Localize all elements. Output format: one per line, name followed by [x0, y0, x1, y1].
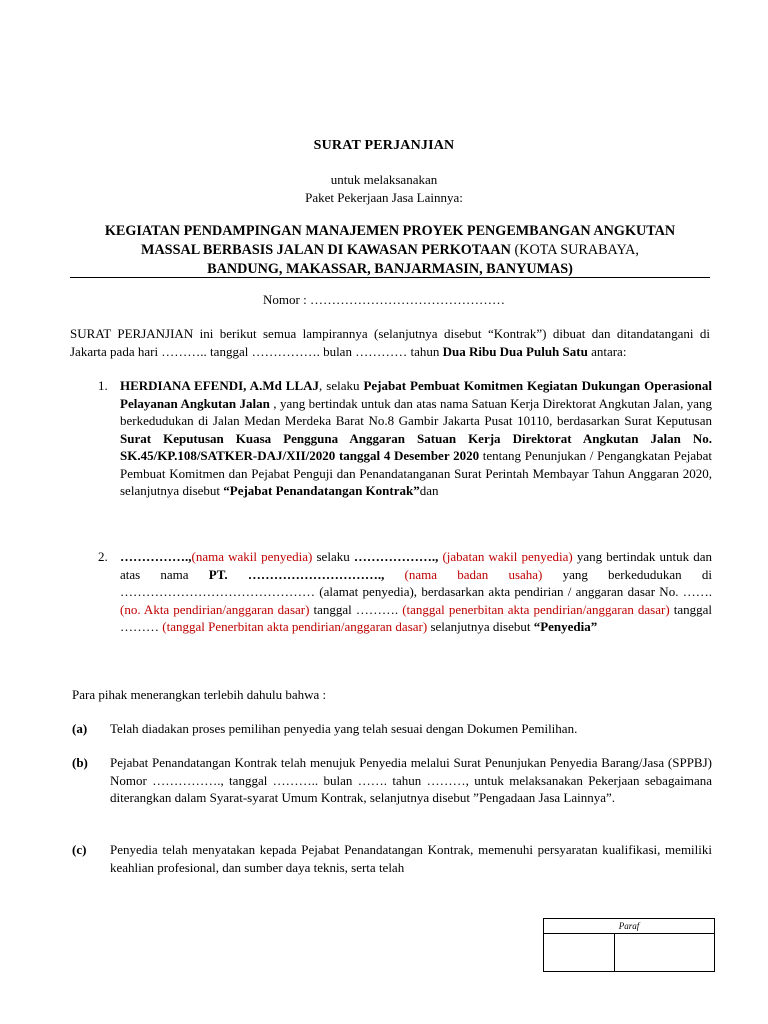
paraf-divider [614, 933, 615, 971]
item-2-text: yang berkedudukan di ……………………………………… (alamat penyedia), berdasarkan akta pendirian / anggaran dasar No. ……. [120, 566, 712, 599]
item-2-placeholder: (nama wakil penyedia) [191, 549, 313, 564]
subtitle-line-2: Paket Pekerjaan Jasa Lainnya: [305, 190, 463, 205]
item-2-company: PT. …………………………., [208, 566, 385, 582]
item-2-party-label: “Penyedia” [533, 619, 598, 634]
clause-b-text: Pejabat Penandatangan Kontrak telah menujuk Penyedia melalui Surat Penunjukan Penyedia Barang/Jasa (SPPBJ) Nomor ……………., tanggal ……….. bulan ……. tahun ………, untuk melaksanakan Pekerjaan sebagaimana diterangkan dalam Syarat-syarat Umum Kontrak, selanjutnya disebut ”Pengadaan Jasa Lainnya”. [110, 755, 712, 805]
clause-a-tag: (a) [72, 721, 88, 736]
clause-c-text: Penyedia telah menyatakan kepada Pejabat Penandatangan Kontrak, memenuhi persyaratan kualifikasi, memiliki keahlian profesional, dan sumber daya teknis, serta telah [110, 842, 712, 875]
document-title: SURAT PERJANJIAN [313, 138, 455, 153]
heading-line-2-bold: MASSAL BERBASIS JALAN DI KAWASAN PERKOTAAN [141, 242, 515, 258]
item-1-role: Pejabat Pembuat Komitmen Kegiatan Dukungan Operasional Pelayanan Angkutan Jalan [120, 378, 712, 411]
item-1-text: , selaku [319, 378, 364, 393]
item-2-text: yang bertindak untuk dan atas nama [120, 549, 712, 582]
paraf-box [543, 918, 715, 972]
item-1-party-label: “Pejabat Penandatangan Kontrak” [223, 483, 420, 498]
clause-c-tag: (c) [72, 842, 87, 857]
item-1-text: dan [419, 483, 439, 498]
item-2-text: tanggal ………. [309, 601, 403, 617]
item-2-blank: ………………., [353, 549, 439, 564]
heading-line-2 [70, 241, 710, 260]
recitals-intro: Para pihak menerangkan terlebih dahulu bahwa : [72, 687, 327, 702]
item-2-number: 2. [98, 549, 108, 564]
item-2-text: tanggal ……… [120, 601, 713, 634]
item-2-placeholder: (jabatan wakil penyedia) [438, 549, 573, 564]
intro-year: Dua Ribu Dua Puluh Satu [442, 343, 588, 359]
item-2-blank: ……………., [120, 549, 192, 564]
item-1-number: 1. [98, 378, 108, 393]
item-2-text: selanjutnya disebut [427, 619, 534, 634]
clause-a-text: Telah diadakan proses pemilihan penyedia yang telah sesuai dengan Dokumen Pemilihan. [110, 721, 578, 736]
item-1-decree: Surat Keputusan Kuasa Pengguna Anggaran Satuan Kerja Direktorat Angkutan Jalan No. SK.45/KP.108/SATKER-DAJ/XII/2020 tanggal 4 Desember 2020 [120, 430, 712, 463]
heading-line-2-normal: (KOTA SURABAYA, [514, 242, 639, 258]
subtitle-line-1: untuk melaksanakan [330, 172, 438, 187]
item-2-placeholder: (nama badan usaha) [384, 566, 543, 582]
item-1-paragraph [120, 377, 712, 500]
item-2-paragraph [120, 548, 712, 636]
heading-line-3: BANDUNG, MAKASSAR, BANJARMASIN, BANYUMAS) [207, 261, 573, 277]
item-1-text: , yang bertindak untuk dan atas nama Satuan Kerja Direktorat Angkutan Jalan, yang berkedudukan di Jalan Medan Merdeka Barat No.8 Gambir Jakarta Pusat 10110, berdasarkan Surat Keputusan [120, 395, 712, 428]
item-2-text: selaku [312, 549, 354, 564]
intro-text: SURAT PERJANJIAN ini berikut semua lampirannya (selanjutnya disebut “Kontrak”) dibuat dan ditandatangani di Jakarta pada hari ……….. tanggal ……………. bulan ………… tahun [70, 326, 710, 359]
clause-b-tag: (b) [72, 755, 88, 770]
intro-paragraph [70, 325, 710, 360]
document-number: Nomor : ……………………………………… [263, 292, 505, 307]
item-2-placeholder: (tanggal penerbitan akta pendirian/anggaran dasar) [402, 601, 670, 617]
paraf-label: Paraf [544, 919, 714, 934]
heading-line-1: KEGIATAN PENDAMPINGAN MANAJEMEN PROYEK PENGEMBANGAN ANGKUTAN [104, 223, 676, 239]
intro-tail: antara: [587, 343, 627, 359]
item-1-name: HERDIANA EFENDI, A.Md LLAJ [120, 378, 320, 393]
item-1-text: tentang Penunjukan / Pengangkatan Pejabat Pembuat Komitmen dan Pejabat Penguji dan Penandatanganan Surat Perintah Membayar Tahun Anggaran 2020, selanjutnya disebut [120, 448, 712, 498]
item-2-placeholder: (no. Akta pendirian/anggaran dasar) [120, 601, 310, 617]
heading-divider [70, 277, 710, 278]
project-heading [70, 222, 710, 279]
item-2-placeholder: (tanggal Penerbitan akta pendirian/anggaran dasar) [162, 619, 428, 634]
